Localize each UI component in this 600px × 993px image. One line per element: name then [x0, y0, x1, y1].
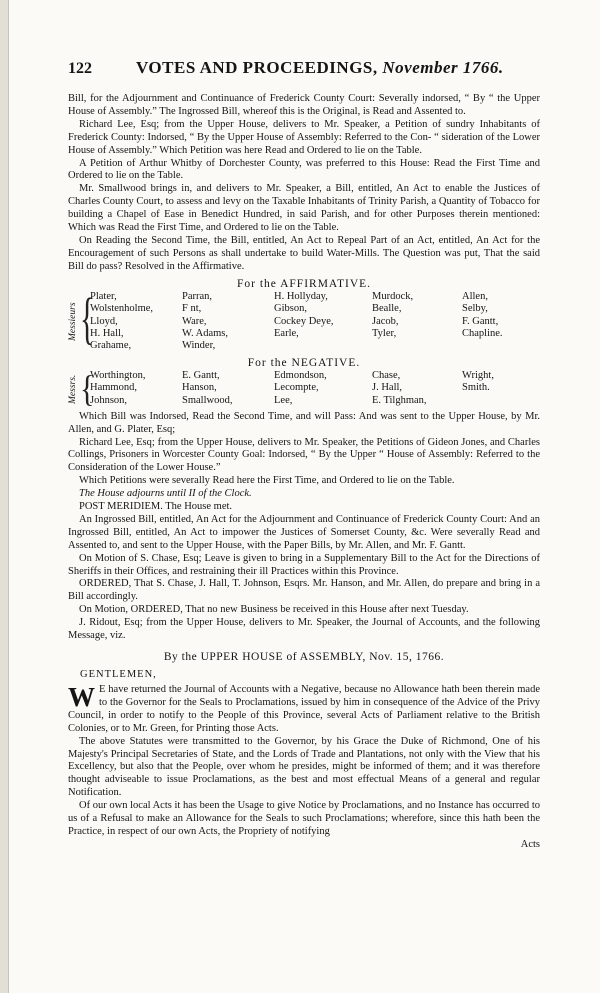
paragraph: Mr. Smallwood brings in, and delivers to Mr. Speaker, a Bill, entitled, An Act to enable the Justices of Charles County Court, to assess and levy on the Taxable Inhabitants of Trinity Parish, a Quantity of Tobacco for building a Chapel of Ease in Benedict Hundred, in said Parish, and for other Purposes therein mentioned: Which was Read the First Time, and Ordered to lie on the Table. — [68, 183, 540, 234]
catchword: Acts — [520, 838, 540, 850]
member-name: Hanson, — [182, 382, 217, 394]
paragraph: Richard Lee, Esq; from the Upper House, delivers to Mr. Speaker, the Petitions of Gideon Jones, and Charles Collings, Prisoners in Worcester County Goal: Indorsed, “ By the Upper “ House of Assembly: Referred to the Consideration of the Lower House.” — [68, 436, 540, 474]
message-heading: By the UPPER HOUSE of ASSEMBLY, Nov. 15, 1766. — [163, 651, 445, 663]
member-name — [274, 340, 372, 352]
member-name: F. Gantt, — [462, 315, 499, 327]
member-name: H. Hollyday, — [274, 290, 328, 302]
affirmative-names — [90, 291, 540, 353]
member-name: Edmondson, — [274, 369, 327, 381]
member-name: Ware, — [182, 315, 207, 327]
member-name: F nt, — [182, 303, 202, 315]
member-name: Chase, — [372, 369, 401, 381]
paragraph: POST MERIDIEM. The House met. — [79, 501, 233, 513]
member-name: Wright, — [462, 369, 494, 381]
member-name: Johnson, — [90, 394, 128, 406]
member-name: Smith. — [462, 382, 490, 394]
member-name: Tyler, — [372, 327, 397, 339]
message-paragraph: Of our own local Acts it has been the Usage to give Notice by Proclamations, and no Instance has occurred to us of a Refusal to make an Allowance for the Seals to such Proclamations; wherefore, since this hath been the Practice, in respect of our own Acts, the Propriety of notifying — [68, 800, 540, 837]
header-date: November 1766. — [382, 58, 504, 77]
member-name: Chapline. — [462, 327, 503, 339]
member-name: Jacob, — [372, 315, 399, 327]
running-header — [68, 58, 540, 86]
brace-icon: { — [80, 287, 95, 351]
member-name: Lecompte, — [274, 382, 319, 394]
member-name: Grahame, — [90, 340, 132, 352]
paragraph: J. Ridout, Esq; from the Upper House, delivers to Mr. Speaker, the Journal of Accounts, and the following Message, viz. — [68, 617, 540, 642]
paragraph: An Ingrossed Bill, entitled, An Act for the Adjournment and Continuance of Frederick County Court: And an Ingrossed Bill, entitled, An Act to impower the Justices of Somerset County, &c. Were severally Read and Assented to, and sent to the Upper House, with the Paper Bills, by Mr. Allen, and Mr. F. Gantt. — [68, 513, 540, 551]
message-salutation: GENTLEMEN, — [80, 669, 157, 680]
member-name: W. Adams, — [182, 327, 228, 339]
page-number: 122 — [68, 60, 92, 77]
drop-cap: W — [68, 682, 95, 712]
page-edge — [0, 0, 8, 993]
member-name: Allen, — [462, 290, 488, 302]
member-name: H. Hall, — [90, 327, 124, 339]
paragraph: Bill, for the Adjournment and Continuance of Frederick County Court: Severally indorsed, “ By “ the Upper House of Assembly.” The Ingrossed Bill, whereof this is the Original, is Read and Assented to. — [68, 93, 540, 117]
member-name: Earle, — [274, 327, 299, 339]
member-name: Bealle, — [372, 303, 402, 315]
member-name: Lloyd, — [90, 315, 118, 327]
member-name: Hammond, — [90, 382, 137, 394]
member-name: Cockey Deye, — [274, 315, 334, 327]
header-title-text: VOTES AND PROCEEDINGS, — [136, 58, 378, 77]
affirmative-side-label: Messieurs — [68, 302, 78, 341]
member-name: Gibson, — [274, 303, 307, 315]
member-name: Lee, — [274, 394, 293, 406]
brace-icon: { — [80, 368, 95, 410]
member-name: Winder, — [182, 340, 216, 352]
paragraph: Which Bill was Indorsed, Read the Second Time, and will Pass: And was sent to the Upper House, by Mr. Allen, and G. Plater, Esq; — [68, 410, 540, 435]
paragraph: On Motion of S. Chase, Esq; Leave is given to bring in a Supplementary Bill to the Act for the Directions of Sheriffs in their Offices, and restraining their ill Practices within this Province. — [68, 552, 540, 577]
paragraph: On Motion, ORDERED, That no new Business be received in this House after next Tuesday. — [79, 604, 469, 616]
member-name: Worthington, — [90, 369, 146, 381]
paragraph: A Petition of Arthur Whitby of Dorchester County, was preferred to this House: Read the First Time and Ordered to lie on the Table. — [68, 157, 540, 182]
member-name: Smallwood, — [182, 394, 233, 406]
member-name — [462, 340, 542, 352]
affirmative-heading: For the AFFIRMATIVE. — [236, 277, 372, 290]
member-name — [462, 395, 542, 407]
paragraph: On Reading the Second Time, the Bill, entitled, An Act to Repeal Part of an Act, entitled, An Act for the Encouragement of such Persons as shall undertake to build Water-Mills. The Question was put, That the said Bill do pass? Resolved in the Affirmative. — [68, 234, 540, 272]
member-name: Selby, — [462, 303, 488, 315]
page-edge-line — [8, 0, 9, 993]
member-name: Parran, — [182, 290, 213, 302]
member-name: Wolstenholme, — [90, 303, 154, 315]
message-paragraph — [68, 684, 540, 736]
paragraph: ORDERED, That S. Chase, J. Hall, T. Johnson, Esqrs. Mr. Hanson, and Mr. Allen, do prepare and bring in a Bill accordingly. — [68, 578, 540, 603]
negative-heading: For the NEGATIVE. — [247, 356, 361, 369]
paragraph: The House adjourns until II of the Clock. — [79, 488, 252, 500]
paragraph: Which Petitions were severally Read here the First Time, and Ordered to lie on the Table. — [79, 475, 455, 487]
negative-names — [90, 370, 540, 407]
member-name: Murdock, — [372, 290, 414, 302]
member-name: E. Gantt, — [182, 369, 220, 381]
negative-vote-list — [68, 370, 540, 411]
message-text: E have returned the Journal of Accounts with a Negative, because no Allowance hath been therein made to the Governor for the Seals to Proclamations, issued by him in consequence of the Advice of the Privy Council, in order to notify to the People of this Province, several Acts of Parliament relative to the British Colonies, or to Mr. Green, for Printing those Acts. — [68, 684, 540, 734]
paragraph: Richard Lee, Esq; from the Upper House, delivers to Mr. Speaker, a Petition of sundry Inhabitants of Frederick County: Indorsed, “ By the Upper House of Assembly: Referred to the Con- “ sideration of the Lower House of Assembly.” Which Petition was here Read and Ordered to lie on the Table. — [68, 118, 540, 156]
affirmative-vote-list — [68, 287, 540, 353]
message-paragraph: The above Statutes were transmitted to the Governor, by his Grace the Duke of Richmond, One of his Majesty's Principal Secretaries of State, and the Lords of Trade and Plantations, not only with the View that his Excellency, but also that the People, over whom he presides, might be informed of them; and it was therefore thought adviseable to issue Proclamations, as the best and most effectual Means of a general and regular Notification. — [68, 735, 540, 799]
header-title — [136, 58, 540, 78]
member-name: Plater, — [90, 290, 117, 302]
member-name — [372, 340, 462, 352]
member-name: J. Hall, — [372, 382, 403, 394]
negative-side-label: Messrs. — [68, 374, 78, 404]
member-name: E. Tilghman, — [372, 394, 427, 406]
